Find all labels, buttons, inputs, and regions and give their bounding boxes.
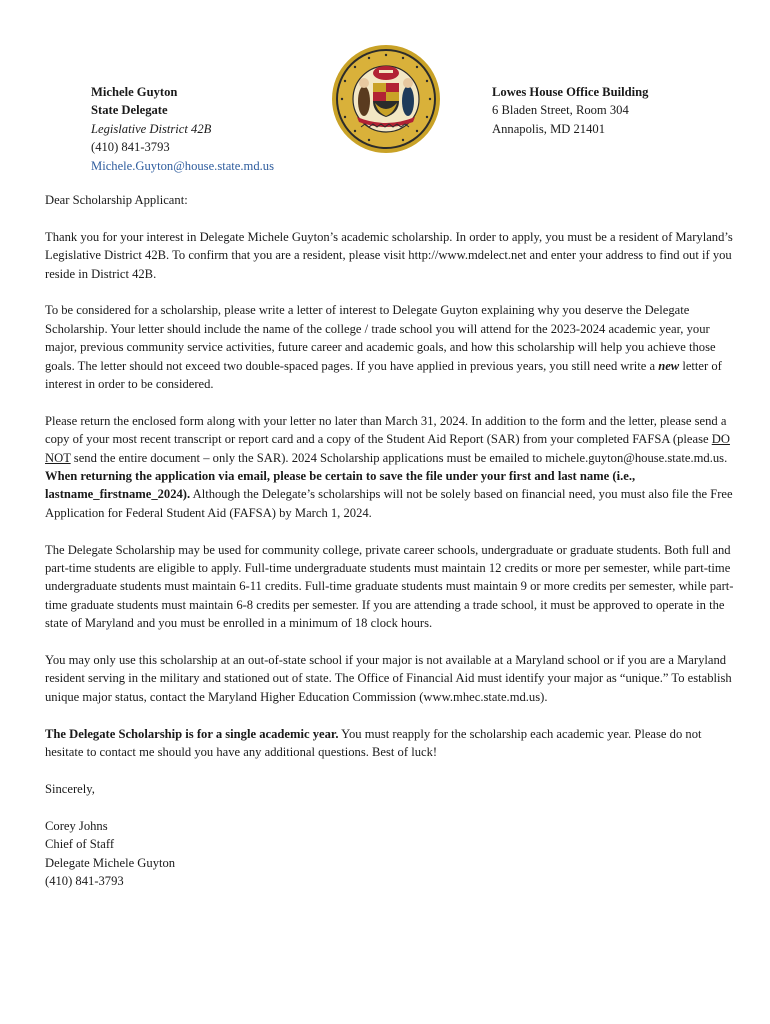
sender-name: Michele Guyton [91, 85, 178, 99]
paragraph-submission: Please return the enclosed form along with your letter no later than March 31, 2024. In addition to the form and the letter, please send a copy of your most recent transcript or report card and a copy of the Student Aid Report (SAR) from your completed FAFSA (please DO NOT send the entire document – only the SAR). 2024 Scholarship applications must be emailed to michele.guyton@house.state.md.us. When returning the application via email, please be certain to save the file under your first and last name (i.e., lastname_firstname_2024). Although the Delegate’s scholarships will not be solely based on financial need, you must also file the Free Application for Federal Student Aid (FAFSA) by March 1, 2024. [45, 413, 733, 520]
paragraph-eligible-students: The Delegate Scholarship may be used for community college, private career schools, undergraduate or graduate students. Both full and part-time students are eligible to apply. Full-time undergraduate students must maintain 12 credits or more per semester, while part-time undergraduate students must maintain 6-11 credits. Full-time graduate students must maintain 9 or more credits per semester, while part-time graduate students must maintain 6-8 credits per semester. If you are attending a trade school, it must be approved to operate in the state of Maryland and you must be enrolled in a minimum of 18 clock hours. [45, 542, 734, 631]
sender-district: Legislative District 42B [91, 121, 212, 136]
emphasis-new: new [658, 358, 680, 373]
office-address-block [492, 83, 648, 138]
signer-office: Delegate Michele Guyton [45, 855, 176, 870]
letter-body [45, 191, 735, 890]
signer-phone: (410) 841-3793 [45, 873, 124, 888]
paragraph-single-year: The Delegate Scholarship is for a single academic year. You must reapply for the scholarship each academic year. Please do not hesitate to contact me should you have any additional questions. Best of luck! [45, 726, 702, 760]
paragraph-letter-of-interest: To be considered for a scholarship, please write a letter of interest to Delegate Guyton explaining why you deserve the Delegate Scholarship. Your letter should include the name of the college / trade school you will attend for the 2023-2024 academic year, your major, previous community service activities, future career and academic goals, and how this scholarship will help you achieve those goals. The letter should not exceed two double-spaced pages. If you have applied in previous years, you still need write a new letter of interest in order to be considered. [45, 303, 722, 392]
office-building: Lowes House Office Building [492, 85, 649, 99]
office-street: 6 Bladen Street, Room 304 [492, 103, 629, 118]
signer-name: Corey Johns [45, 818, 108, 833]
sender-block [91, 83, 274, 175]
closing: Sincerely, [45, 781, 95, 796]
office-city: Annapolis, MD 21401 [492, 121, 605, 136]
sender-phone: (410) 841-3793 [91, 140, 170, 155]
paragraph-out-of-state: You may only use this scholarship at an out-of-state school if your major is not available at a Maryland school or if you are a Maryland resident serving in the military and stationed out of state. The Office of Financial Aid must identify your major as “unique.” To establish unique major status, contact the Maryland Higher Education Commission (www.mhec.state.md.us). [45, 653, 732, 704]
maryland-great-seal-icon [331, 43, 441, 155]
greeting: Dear Scholarship Applicant: [45, 193, 188, 207]
do-not-underlined: DO NOT [45, 432, 730, 465]
sender-title: State Delegate [91, 103, 168, 118]
signer-role: Chief of Staff [45, 837, 115, 852]
email-filename-instruction: When returning the application via email, please be certain to save the file under your first and last name (i.e., lastname_firstname_2024). [45, 469, 636, 502]
paragraph-eligibility: Thank you for your interest in Delegate Michele Guyton’s academic scholarship. In order to apply, you must be a resident of Maryland’s Legislative District 42B. To confirm that you are a resident, please visit http://www.mdelect.net and enter your address to find out if you reside in District 42B. [45, 229, 733, 281]
sender-email-link[interactable]: Michele.Guyton@house.state.md.us [91, 158, 274, 173]
signature-block [45, 817, 735, 891]
